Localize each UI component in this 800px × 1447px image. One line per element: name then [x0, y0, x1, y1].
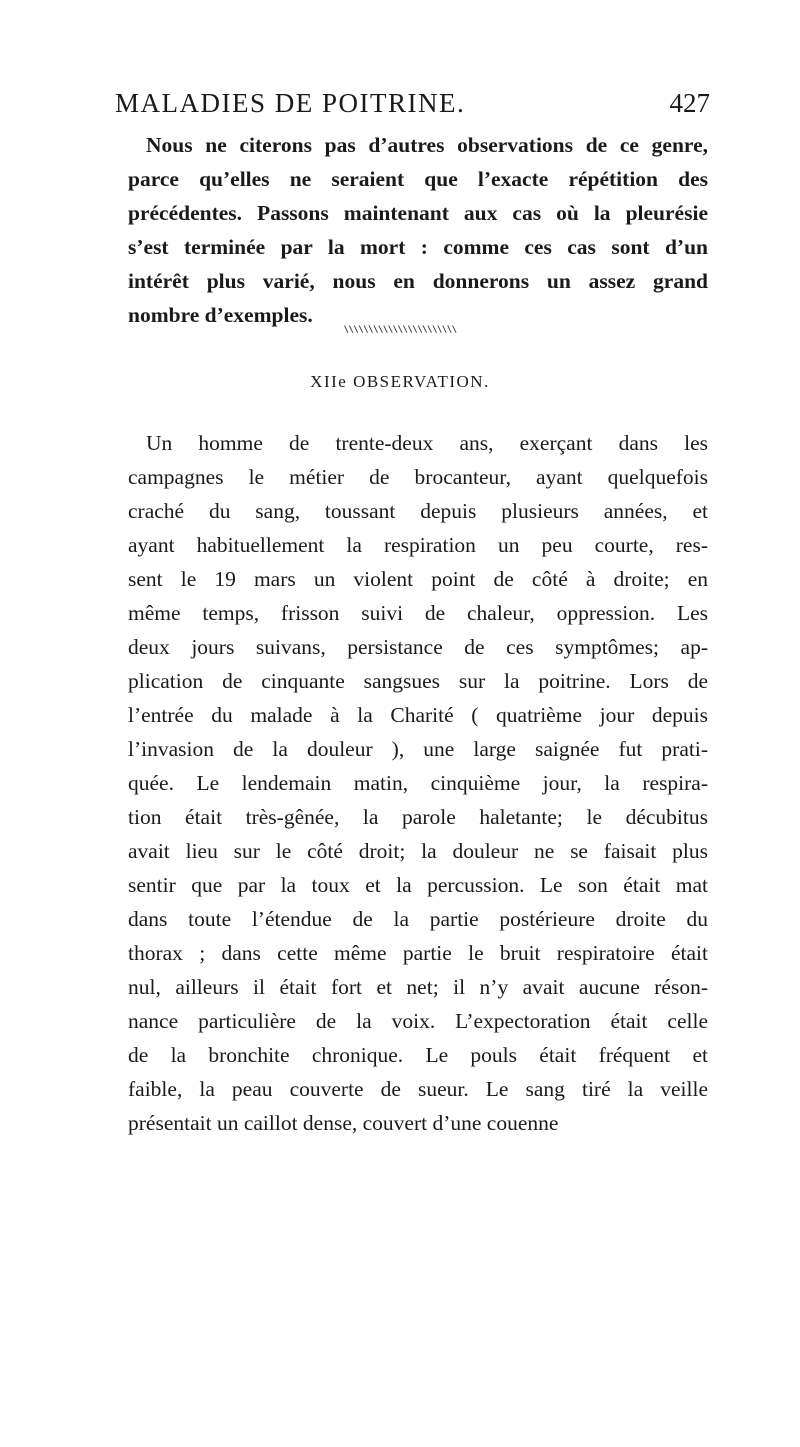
text-line: précédentes. Passons maintenant aux cas où la pleurésie	[128, 201, 708, 225]
intro-paragraph	[128, 128, 708, 332]
text-line: même temps, frisson suivi de chaleur, oppression. Les	[128, 601, 708, 625]
text-line: quée. Le lendemain matin, cinquième jour, la respira-	[128, 771, 708, 795]
text-line: craché du sang, toussant depuis plusieurs années, et	[128, 499, 708, 523]
text-line: nance particulière de la voix. L’expectoration était celle	[128, 1009, 708, 1033]
text-line: intérêt plus varié, nous en donnerons un assez grand	[128, 269, 708, 293]
text-line: Un homme de trente-deux ans, exerçant dans les	[146, 431, 708, 455]
text-line: parce qu’elles ne seraient que l’exacte répétition des	[128, 167, 708, 191]
text-line: tion était très-gênée, la parole haletante; le décubitus	[128, 805, 708, 829]
text-line: présentait un caillot dense, couvert d’une couenne	[128, 1111, 559, 1135]
text-line: campagnes le métier de brocanteur, ayant quelquefois	[128, 465, 708, 489]
text-line: s’est terminée par la mort : comme ces cas sont d’un	[128, 235, 708, 259]
section-heading: XIIe OBSERVATION.	[310, 372, 490, 391]
text-line: ayant habituellement la respiration un peu courte, res-	[128, 533, 708, 557]
running-head	[115, 88, 710, 128]
text-line: Nous ne citerons pas d’autres observations de ce genre,	[146, 133, 708, 157]
text-line: thorax ; dans cette même partie le bruit respiratoire était	[128, 941, 708, 965]
text-line: avait lieu sur le côté droit; la douleur ne se faisait plus	[128, 839, 708, 863]
text-line: de la bronchite chronique. Le pouls était fréquent et	[128, 1043, 708, 1067]
body-paragraph	[128, 426, 708, 1140]
text-line: nombre d’exemples.	[128, 303, 313, 327]
text-line: sentir que par la toux et la percussion. Le son était mat	[128, 873, 708, 897]
text-line: l’invasion de la douleur ), une large saignée fut prati-	[128, 737, 708, 761]
text-line: deux jours suivans, persistance de ces symptômes; ap-	[128, 635, 708, 659]
text-line: sent le 19 mars un violent point de côté à droite; en	[128, 567, 708, 591]
text-line: l’entrée du malade à la Charité ( quatrième jour depuis	[128, 703, 708, 727]
ornamental-divider: \\\\\\\\\\\\\\\\\\\\\\\	[343, 325, 457, 335]
text-line: plication de cinquante sangsues sur la poitrine. Lors de	[128, 669, 708, 693]
running-title: MALADIES DE POITRINE.	[115, 88, 466, 118]
text-line: faible, la peau couverte de sueur. Le sang tiré la veille	[128, 1077, 708, 1101]
text-line: dans toute l’étendue de la partie postérieure droite du	[128, 907, 708, 931]
text-line: nul, ailleurs il était fort et net; il n’y avait aucune réson-	[128, 975, 708, 999]
page-number: 427	[669, 88, 710, 118]
